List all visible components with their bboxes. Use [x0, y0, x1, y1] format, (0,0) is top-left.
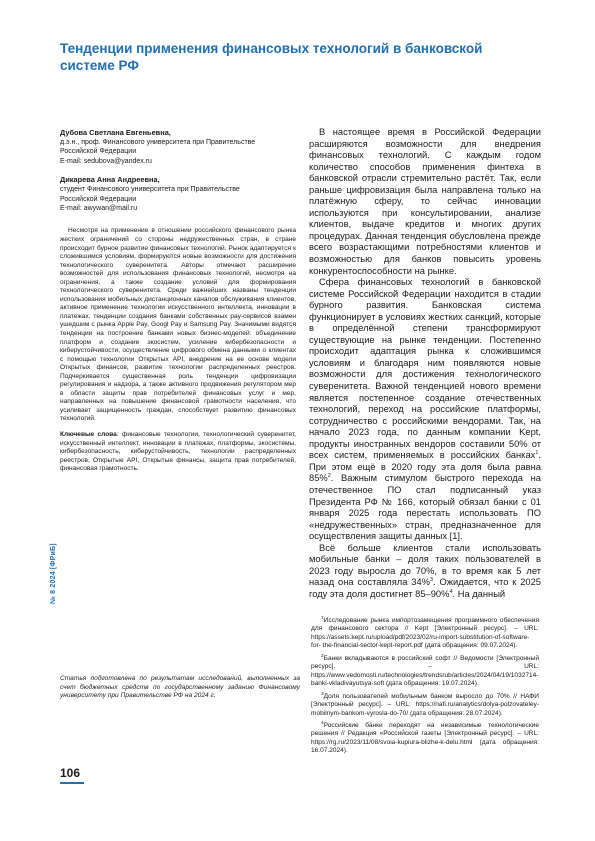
- footnote-4: [311, 722, 539, 756]
- footnote-ref[interactable]: 1: [535, 450, 539, 457]
- author-name: Дикарева Анна Андреевна,: [60, 175, 160, 185]
- author-affiliation: Российской Федерации: [60, 148, 137, 156]
- footnotes: [311, 617, 539, 760]
- body-paragraph-2: [309, 277, 541, 543]
- footnote-text: Банки вкладываются в российский софт // Ведомости [Электронный ресурс]. – URL: https://www.vedomosti.ru/technologies/trendsrub/articles/2024/04/19/1032714- banki-vkladivayutsya-soft (дата обращения: 19.07.2024).: [311, 654, 539, 688]
- page-number: 106: [60, 766, 81, 780]
- author-name: Дубова Светлана Евгеньевна,: [60, 128, 171, 137]
- footnote-ref[interactable]: 4: [449, 588, 453, 595]
- footnote-3: [311, 693, 539, 718]
- article-title: Тенденции применения финансовых технологий в банковской системе РФ: [60, 41, 483, 73]
- author-block-1: [60, 128, 296, 166]
- author-block-2: [60, 175, 296, 213]
- author-email: E-mail: awywan@mail.ru: [60, 205, 138, 213]
- author-affiliation: Российской Федерации: [60, 195, 137, 203]
- page-number-rule: [60, 782, 84, 784]
- keywords: [60, 431, 296, 474]
- funding-note: Статья подготовлена по результатам исследований, выполненных за счет бюджетных средств по государственному заданию Финансовому университету при Правительстве РФ на 2024 г.: [60, 675, 300, 700]
- footnote-number: 2: [321, 653, 324, 659]
- body-paragraph-1: В настоящее время в Российской Федерации расширяются возможности для внедрения финансовых технологий. С каждым годом количество способов применения финтеха в банковской отрасли стремительно растёт. Так, если раньше цифровизация была направлена только на платёжную сферу, то сейчас инновации используются при консультировании, анализе клиентов, выдаче кредитов и многих других процедурах. Данная тенденция обусловлена прежде всего возрастающими потребностями клиентов и возможностью для банков повысить уровень конкурентоспособности на рынке.: [309, 127, 541, 276]
- footnote-text: Доля пользователей мобильным банком выросло до 70% // НАФИ [Электронный ресурс]. – URL: https://nafi.ru/analytics/dolya-polzovateley- mobilnym-bankom-vyrosla-do-70/ (дата обращения: 28.07.2024).: [311, 692, 539, 717]
- body-text: Всё больше клиентов стали использовать мобильные банки – доля таких пользователей в 2023 году выросла до 70%, в то время как 5 лет назад она составляла 34%: [309, 542, 541, 588]
- abstract: Несмотря на применение в отношении российского финансового рынка жестких ограничений со стороны недружественных стран, в стране происходит бурное развитие финансовых технологий. Рынок адаптируется к сложившимся условиям, формируются новые возможности для достижения технологического суверенитета. Авторы отмечают расширение возможностей для использования финансовых технологий, несмотря на ограничения, а также создание условий для формирования технологического суверенитета. Среди важнейших названы тенденции использования мобильных дистанционных каналов обслуживания клиентов, активное применение технологии искусственного интеллекта, инновации в платежах, тенденции создания банками собственных pay-сервисов взамен ушедшим с рынка Apple Pay, Googl Pay и Samsung Pay. Значимыми видятся тенденции на построение банками новых бизнес-моделей: объединение платформ и создание экосистем, усиление кибербезопасности и киберустойчивости, осуществление цифрового обмена данными о клиентах с помощью технологии Открытых API, внедрение на ее основе модели Открытых финансов, развитие технологии распределенных реестров. Подчеркивается существенная роль тенденции цифровизации регулирования и надзора, а также активного продвижения регулятором мер в области защиты прав потребителей финансовых услуг и мер, направленных на повышение финансовой грамотности населения, что усиливает защищенность граждан, способствует развитию финансовых технологий.: [60, 227, 296, 423]
- body-text: . Важным стимулом быстрого перехода на отечественное ПО стал подписанный указ Президента РФ № 166, который обязал банки с 01 января 2025 года перестать использовать ПО «недружественных» стран, предназначенное для осуществления защиты данных [1].: [309, 473, 541, 542]
- keywords-text: : финансовые технологии, технологический суверенитет, искусственный интеллект, инновации в платежах, платформы, экосистемы, кибербезопасность, киберустойчивость, технологии распределенных реестров, Открытые API, Открытые финансы, защита прав потребителей, финансовая грамотность.: [60, 431, 296, 473]
- footnote-2: [311, 655, 539, 689]
- author-affiliation: студент Финансового университета при Правительстве: [60, 186, 240, 194]
- footnote-number: 1: [321, 615, 324, 621]
- body-text: . На данный: [452, 588, 506, 599]
- footnote-number: 3: [321, 691, 324, 697]
- footnote-number: 4: [321, 720, 324, 726]
- right-column: [309, 127, 541, 600]
- keywords-label: Ключевые слова: [60, 431, 117, 439]
- footnote-ref[interactable]: 3: [429, 577, 434, 584]
- body-paragraph-3: [309, 543, 541, 601]
- body-text: . Ожидается, что к 2025 году эта доля достигнет 85–90%: [309, 577, 542, 599]
- body-text: . При этом ещё в 2020 году эта доля была равна 85%: [309, 450, 541, 484]
- left-column: [60, 128, 296, 474]
- footnote-ref[interactable]: 2: [327, 473, 331, 480]
- body-text: Сфера финансовых технологий в банковской системе Российской Федерации находится в стадии бурного развития. Банковская система функционирует в условиях жестких санкций, которые в определённой степени трансформируют существующие на рынке тенденции. Постепенно происходит адаптация рынка к сложившимся условиям и благодаря ним появляются новые возможности для достижения технологического суверенитета. Важной тенденцией нового времени является постепенное создание отечественных технологий, переход на российские платформы, сотрудничество с российскими вендорами. Так, на начало 2023 года, по данным компании Kept, продукты иностранных вендоров составили 50% от всех систем, применяемых в российских банках: [309, 277, 541, 461]
- footnote-text: Исследование рынка импортозамещения программного обеспечения для финансового сектора // Kept [Электронный ресурс]. – URL: https://assets.kept.ru/upload/pdf/2023/02/ru-import-substitution-of-software-for- the-financial-sector-kept-report.pdf (дата обращения: 09.07.2024).: [311, 617, 539, 650]
- author-email: E-mail: sedubova@yandex.ru: [60, 157, 152, 165]
- author-affiliation: д.э.н., проф. Финансового университета при Правительстве: [60, 139, 256, 146]
- journal-issue-tag: № 8 2024 [ФРиБ]: [50, 543, 57, 604]
- footnote-1: [311, 617, 539, 651]
- footnote-text: Российские банки переходят на независимые технологические решения // Редакция «Российской газеты [Электронный ресурс]. – URL: https://rg.ru/2023/11/08/svoia-kupiura-blizhe-k-delu.html (дата обращения: 16.07.2024).: [311, 721, 539, 755]
